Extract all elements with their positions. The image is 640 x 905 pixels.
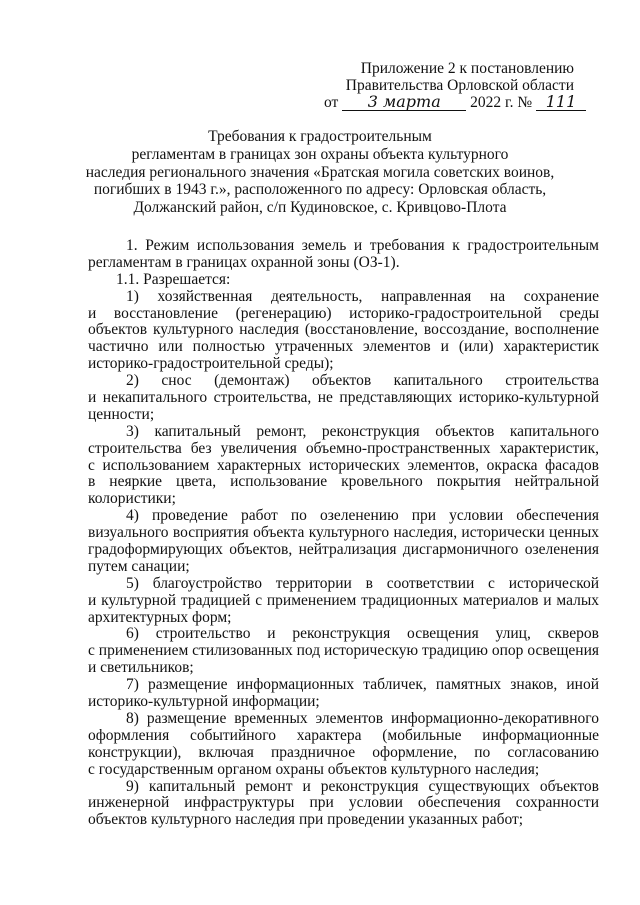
appendix-date-line (324, 94, 586, 112)
body-line: конструкции), включая праздничное оформление, по согласованию (88, 743, 599, 761)
body-line: 1.1. Разрешается: (116, 270, 231, 288)
body-line: историко-культурной информации; (88, 693, 320, 711)
body-line: объектов культурного наследия при проведении указанных работ; (88, 811, 524, 829)
body-line: 2) снос (демонтаж) объектов капитального строительства (126, 372, 599, 390)
body-line: 6) строительство и реконструкция освещения улиц, скверов (126, 625, 599, 643)
body-line: и восстановление (регенерацию) историко-градостроительной среды (88, 304, 599, 322)
body-line: 8) размещение временных элементов информационно-декоративного (126, 709, 599, 727)
appendix-line-2: Правительства Орловской области (345, 77, 574, 94)
title-line: наследия регионального значения «Братская могила советских воинов, (85, 163, 555, 181)
body-line: архитектурных форм; (88, 608, 232, 626)
body-line: 7) размещение информационных табличек, памятных знаков, иной (126, 676, 599, 694)
body-line: с использованием характерных исторических элементов, окраска фасадов (88, 456, 599, 474)
body-line: ценности; (88, 405, 155, 423)
body-line: частично или полностью утраченных элементов и (или) характеристик (88, 338, 599, 356)
title-line: Должанский район, с/п Кудиновское, с. Кривцово-Плота (133, 199, 507, 217)
body-line: с применением стилизованных под историческую традицию опор освещения (88, 642, 599, 660)
appendix-header (0, 0, 640, 120)
body-line: регламентам в границах охранной зоны (ОЗ-1). (88, 253, 400, 271)
body-line: строительства без увеличения объемно-пространственных характеристик, (88, 439, 599, 457)
body-line: инженерной инфраструктуры при условии обеспечения сохранности (88, 794, 599, 812)
body-line: 9) капитальный ремонт и реконструкция существующих объектов (126, 777, 599, 795)
body-line: объектов культурного наследия (восстановление, воссоздание, восполнение (88, 321, 599, 339)
body-line: и культурной традицией с применением традиционных материалов и малых (88, 591, 599, 609)
body-line: 3) капитальный ремонт, реконструкция объектов капитального (126, 422, 599, 440)
body-line: путем санации; (88, 557, 190, 575)
handwritten-number: 111 (536, 94, 586, 111)
body-line: в неяркие цвета, использование кровельного покрытия нейтральной (88, 473, 599, 491)
body-line: оформления событийного характера (мобильные информационные (88, 726, 599, 744)
handwritten-date: 3 марта (342, 94, 466, 111)
year-and-number-label: 2022 г. № (470, 94, 533, 111)
body-line: и некапитального строительства, не представляющих историко-культурной (88, 389, 599, 407)
body-line: визуального восприятия объекта культурного наследия, исторически ценных (88, 524, 599, 542)
body-line: историко-градостроительной среды); (88, 355, 334, 373)
body-line: с государственным органом охраны объектов культурного наследия; (88, 760, 540, 778)
body-line: колористики; (88, 490, 176, 508)
title-line: Требования к градостроительным (208, 128, 432, 145)
appendix-line-1: Приложение 2 к постановлению (360, 60, 574, 77)
body-line: и светильников; (88, 659, 194, 677)
title-line: погибших в 1943 г.», расположенного по адресу: Орловская область, (93, 181, 547, 199)
from-word: от (324, 94, 339, 111)
body-line: 1) хозяйственная деятельность, направленная на сохранение (126, 287, 599, 305)
document-body (88, 238, 599, 829)
document-title (80, 128, 560, 217)
body-line: 4) проведение работ по озеленению при условии обеспечения (126, 507, 599, 525)
title-line: регламентам в границах зон охраны объекта культурного (131, 145, 509, 163)
body-line: 5) благоустройство территории в соответствии с исторической (126, 574, 599, 592)
body-line: 1. Режим использования земель и требования к градостроительным (126, 237, 599, 254)
body-line: градоформирующих объектов, нейтрализация дисгармоничного озеленения (88, 541, 599, 559)
